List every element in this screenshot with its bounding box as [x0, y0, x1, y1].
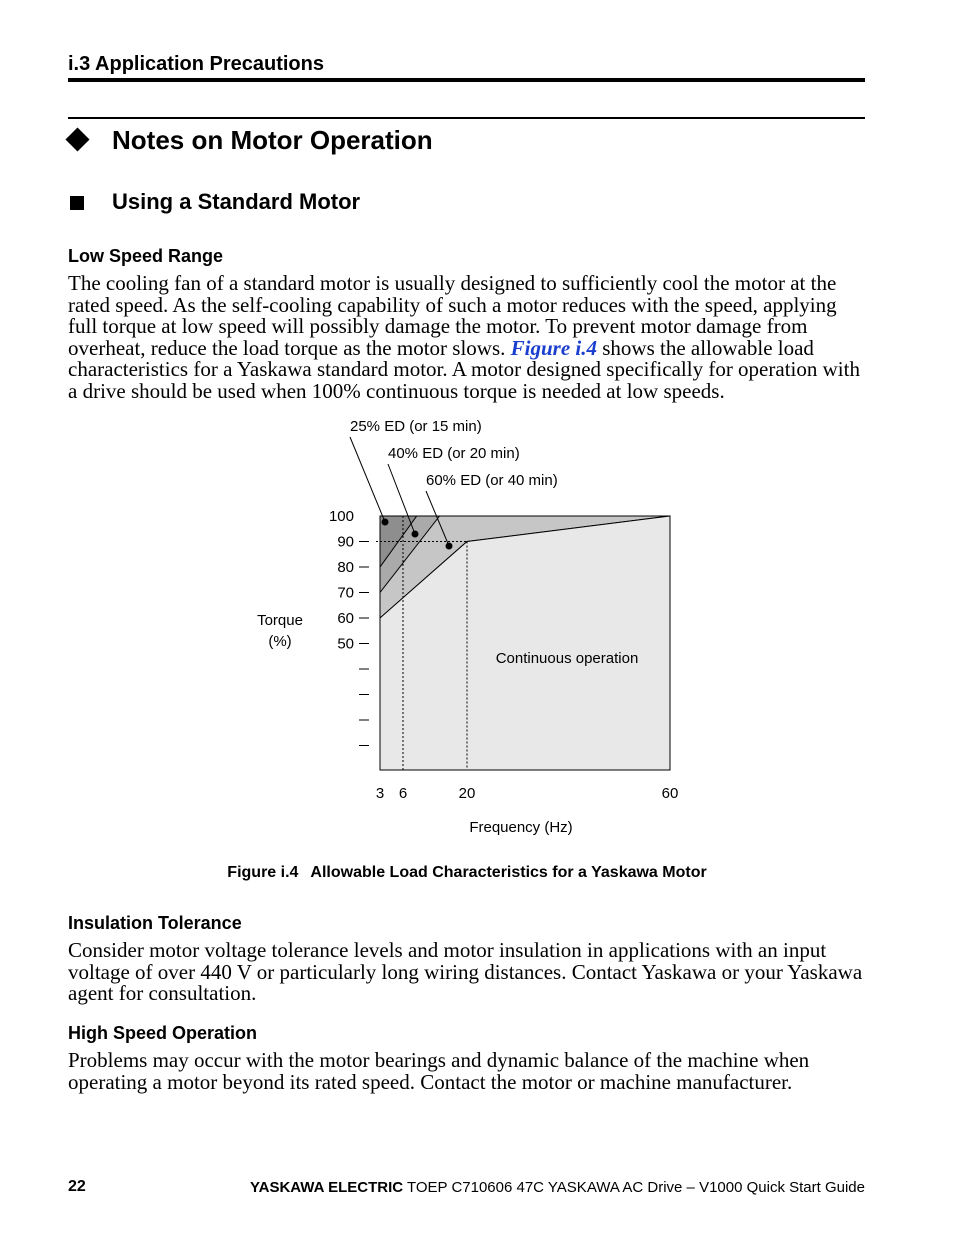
- x-tick-label: 20: [458, 785, 476, 802]
- y-tick-label: 100: [328, 508, 354, 525]
- y-axis-label-unit: (%): [268, 633, 292, 650]
- low-speed-text-2: shows the allowable load characteristics for a Yaskawa standard motor. A motor designed specifically for operation with a drive should be used when 100% continuous torque is needed at low speeds.: [68, 335, 860, 403]
- high-speed-heading: High Speed Operation: [68, 1023, 258, 1043]
- y-tick-label: 60: [337, 610, 354, 627]
- figure-label: Figure i.4: [227, 864, 299, 881]
- y-axis-label: Torque: [257, 612, 303, 629]
- annotation-60ed: 60% ED (or 40 min): [426, 472, 558, 489]
- page-title: Notes on Motor Operation: [112, 125, 433, 155]
- footer-doc-info: [250, 1179, 865, 1196]
- x-tick-label: 6: [398, 785, 408, 802]
- x-axis-label: Frequency (Hz): [469, 819, 573, 836]
- x-tick-label: 60: [661, 785, 679, 802]
- section-header: i.3 Application Precautions: [68, 53, 324, 75]
- y-tick-label: 90: [337, 533, 354, 551]
- figure-caption: [0, 863, 934, 883]
- high-speed-paragraph: Problems may occur with the motor bearings and dynamic balance of the machine when operating a motor beyond its rated speed. Contact the motor or machine manufacturer.: [68, 1048, 810, 1094]
- insulation-paragraph: Consider motor voltage tolerance levels and motor insulation in applications with an input voltage of over 440 V or particularly long wiring distances. Contact Yaskawa or your Yaskawa agent for consultation.: [68, 938, 863, 1005]
- annotation-25ed-dot: [382, 519, 389, 526]
- annotation-40ed-dot: [412, 531, 419, 538]
- annotation-continuous: Continuous operation: [495, 650, 639, 667]
- annotation-25ed-leader: [350, 437, 385, 522]
- figure-caption-text: Allowable Load Characteristics for a Yaskawa Motor: [310, 864, 707, 881]
- page-number: 22: [68, 1178, 86, 1195]
- y-tick-label: 80: [337, 559, 354, 576]
- figure-link[interactable]: Figure i.4: [510, 335, 597, 360]
- low-speed-text-1: The cooling fan of a standard motor is usually designed to sufficiently cool the motor at the rated speed. As the self-cooling capability of such a motor reduces with the speed, applying full torque at low speed will possibly damage the motor. To prevent motor damage from overheat, reduce the load torque as the motor slows.: [68, 271, 837, 360]
- annotation-25ed: 25% ED (or 15 min): [350, 418, 482, 435]
- footer-company: YASKAWA ELECTRIC: [250, 1179, 404, 1196]
- annotation-60ed-dot: [446, 543, 453, 550]
- y-tick-label: 70: [337, 584, 354, 602]
- x-tick-label: 3: [375, 785, 385, 802]
- subsection-title: Using a Standard Motor: [112, 189, 361, 214]
- y-tick-label: 50: [337, 635, 354, 653]
- insulation-heading: Insulation Tolerance: [68, 913, 242, 933]
- footer-doc-title: TOEP C710606 47C YASKAWA AC Drive – V1000 Quick Start Guide: [403, 1179, 865, 1196]
- annotation-40ed: 40% ED (or 20 min): [388, 445, 520, 462]
- low-speed-heading: Low Speed Range: [68, 246, 224, 266]
